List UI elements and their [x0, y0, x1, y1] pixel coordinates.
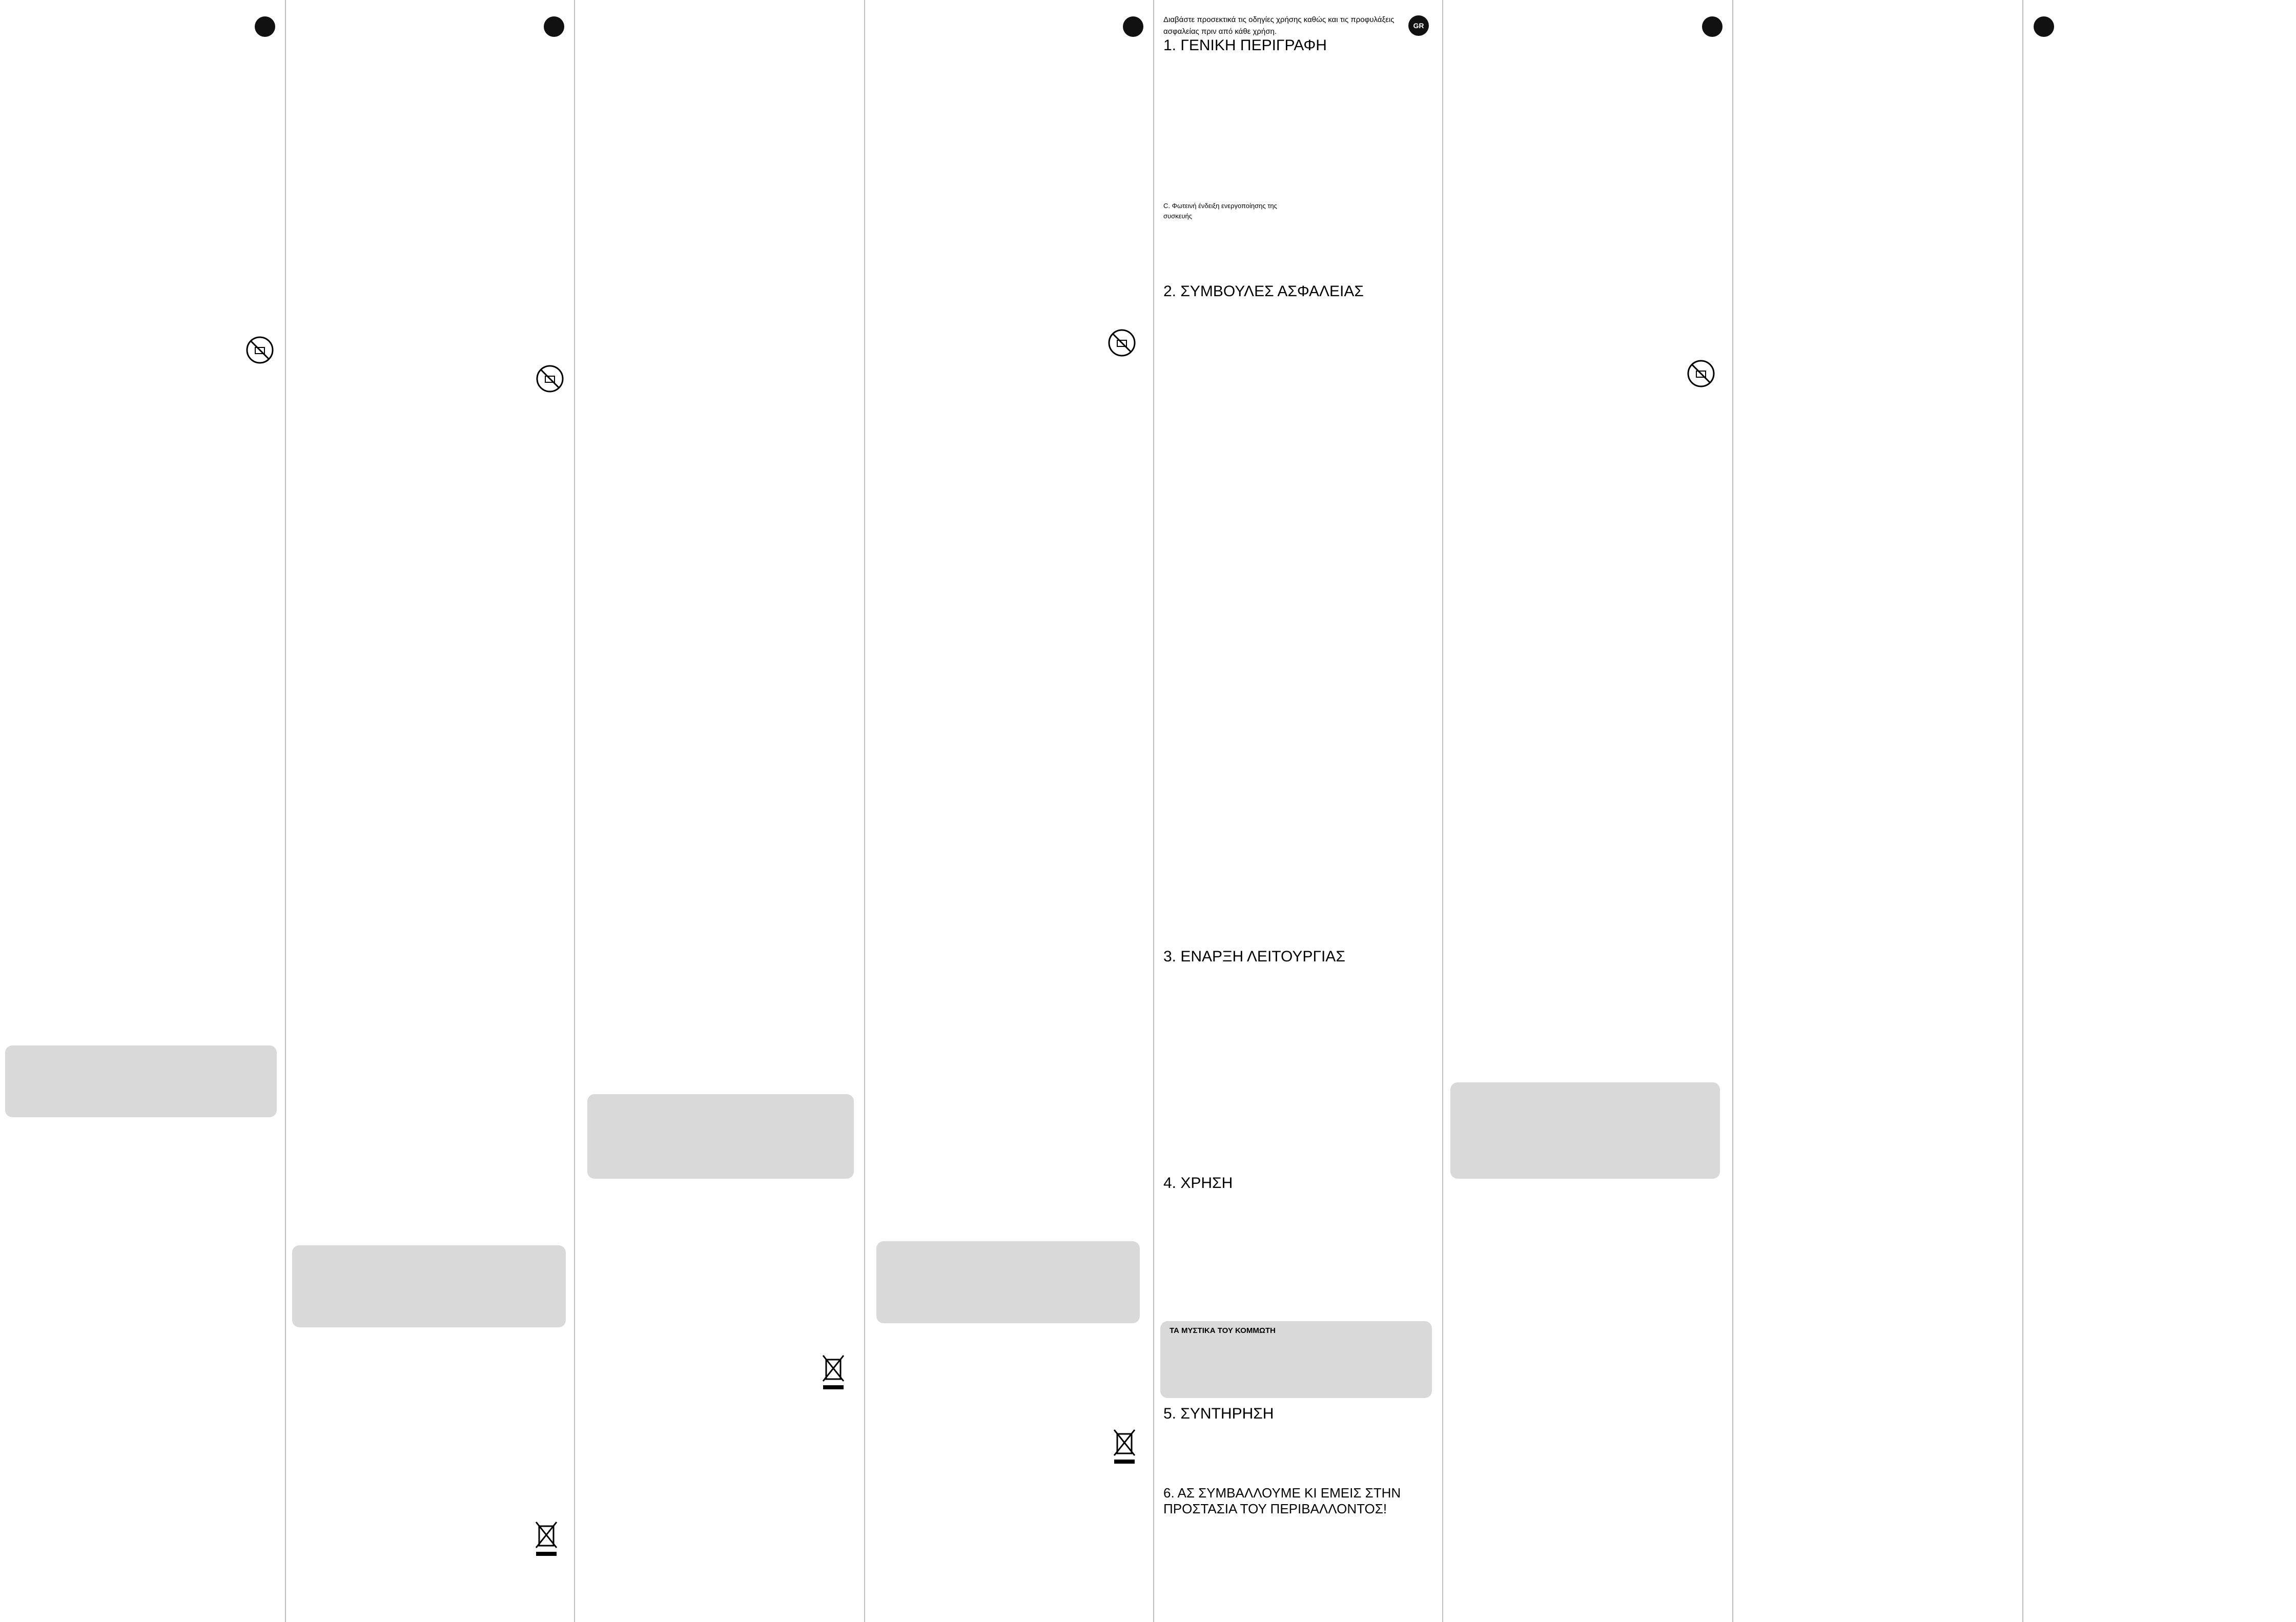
crossed-out-bin-icon [531, 1517, 562, 1558]
panel-divider [574, 0, 575, 1622]
grey-panel-box [292, 1245, 566, 1327]
section-title: 1. ΓΕΝΙΚΗ ΠΕΡΙΓΡΑΦΗ [1163, 37, 1327, 54]
persian-panel [2023, 0, 2296, 1622]
grey-panel-box [5, 1045, 277, 1117]
arabic-panel [1733, 0, 2021, 1622]
tips-box-title: ΤΑ ΜΥΣΤΙΚΑ ΤΟΥ ΚΟΜΜΩΤΗ [1170, 1326, 1276, 1335]
section-title: 2. ΣΥΜΒΟΥΛΕΣ ΑΣΦΑΛΕΙΑΣ [1163, 283, 1364, 300]
section-title: 4. ΧΡΗΣΗ [1163, 1175, 1233, 1192]
no-bath-icon [1686, 359, 1716, 388]
grey-panel-box [1450, 1082, 1720, 1179]
no-bath-icon [1107, 328, 1137, 358]
binding-hole [1702, 16, 1723, 37]
no-bath-icon [245, 335, 275, 365]
grey-panel-box [587, 1094, 854, 1179]
crossed-out-bin-icon [1109, 1425, 1140, 1466]
greek-panel [1154, 0, 1441, 1622]
section-title: 5. ΣΥΝΤΗΡΗΣΗ [1163, 1405, 1274, 1422]
no-bath-icon [535, 364, 565, 394]
grey-panel-box [876, 1241, 1140, 1323]
description-c: C. Φωτεινή ένδειξη ενεργοποίησης της συσκευής [1163, 202, 1277, 220]
panel-divider [864, 0, 865, 1622]
section-title: 6. ΑΣ ΣΥΜΒΑΛΛΟΥΜΕ ΚΙ ΕΜΕΙΣ ΣΤΗΝ ΠΡΟΣΤΑΣΙΑ ΤΟΥ ΠΕΡΙΒΑΛΛΟΝΤΟΣ! [1163, 1485, 1401, 1517]
greek-intro: Διαβάστε προσεκτικά τις οδηγίες χρήσης καθώς και τις προφυλάξεις ασφαλείας πριν από κάθε χρήση. [1163, 15, 1395, 36]
panel-divider [1442, 0, 1443, 1622]
binding-hole [1123, 16, 1143, 37]
section-title: 3. ΕΝΑΡΞΗ ΛΕΙΤΟΥΡΓΙΑΣ [1163, 948, 1345, 965]
language-badge: GR [1408, 15, 1429, 36]
crossed-out-bin-icon [818, 1350, 849, 1391]
panel-divider [285, 0, 286, 1622]
binding-hole [544, 16, 564, 37]
binding-hole [255, 16, 275, 37]
